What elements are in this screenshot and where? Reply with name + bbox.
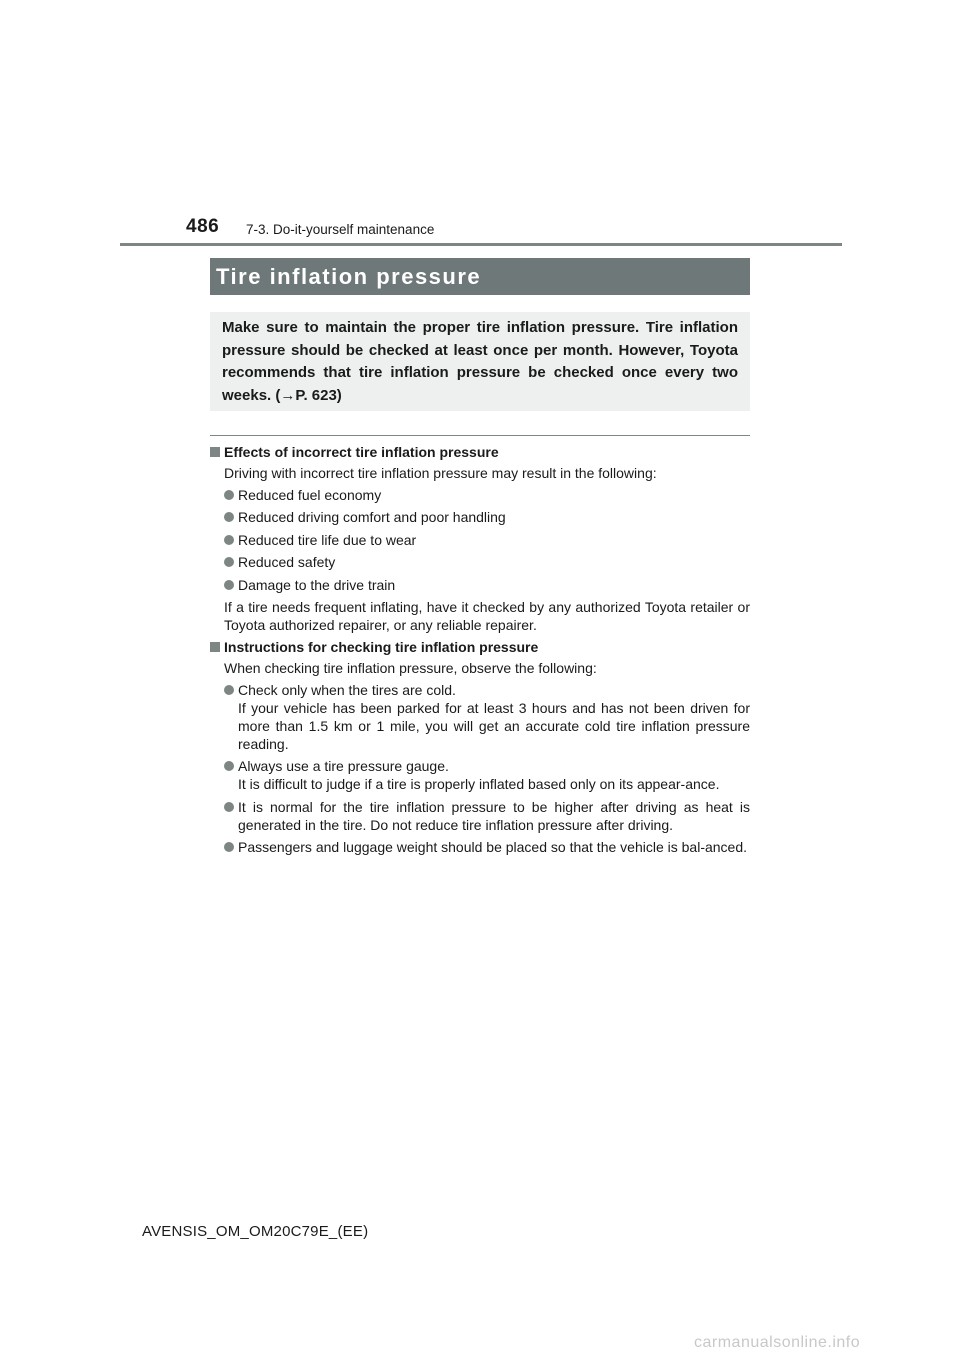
intro-box bbox=[210, 312, 750, 411]
paragraph: When checking tire inflation pressure, observe the following: bbox=[224, 659, 597, 676]
section-rule bbox=[210, 435, 750, 436]
intro-text: Make sure to maintain the proper tire inflation pressure. Tire inflation pressure should be checked at least once per month. However, Toyota recommends that tire inflation pressure be checked once every two weeks. (→P. 623) bbox=[222, 319, 738, 404]
list-item bbox=[210, 486, 750, 504]
page-number: 486 bbox=[186, 216, 220, 237]
content bbox=[210, 443, 750, 861]
list-item bbox=[210, 508, 750, 526]
paragraph: Driving with incorrect tire inflation pressure may result in the following: bbox=[224, 465, 657, 481]
list-item-text: Reduced tire life due to wear bbox=[238, 531, 417, 548]
list-item bbox=[210, 838, 750, 856]
paragraph: If a tire needs frequent inflating, have it checked by any authorized Toyota retailer or Toyota authorized repairer, or any reliable repairer. bbox=[224, 598, 750, 633]
watermark: carmanualsonline.info bbox=[694, 1334, 861, 1351]
list-item-text: Reduced driving comfort and poor handling bbox=[238, 509, 506, 526]
circle-bullet-icon bbox=[224, 512, 234, 522]
list-item bbox=[210, 553, 750, 571]
list-item bbox=[210, 681, 750, 753]
list-item bbox=[210, 798, 750, 834]
sub-heading-text: Instructions for checking tire inflation pressure bbox=[224, 638, 539, 655]
sub-heading-text: Effects of incorrect tire inflation pressure bbox=[224, 444, 499, 460]
circle-bullet-icon bbox=[224, 761, 234, 771]
list-item-text: It is normal for the tire inflation pressure to be higher after driving as heat is generated in the tire. Do not reduce tire inflation pressure after driving. bbox=[238, 798, 750, 833]
list-item-text: Passengers and luggage weight should be placed so that the vehicle is bal-anced. bbox=[238, 839, 748, 856]
section-label: 7-3. Do-it-yourself maintenance bbox=[246, 222, 435, 237]
list-item-text: Check only when the tires are cold. bbox=[238, 681, 456, 698]
list-item bbox=[210, 757, 750, 793]
list-item-detail: If your vehicle has been parked for at least 3 hours and has not been driven for more than 1.5 km or 1 mile, you will get an accurate cold tire inflation pressure reading. bbox=[238, 699, 750, 752]
list-item-text: Always use a tire pressure gauge. bbox=[238, 758, 449, 775]
circle-bullet-icon bbox=[224, 685, 234, 695]
page-title: Tire inflation pressure bbox=[216, 264, 482, 289]
circle-bullet-icon bbox=[224, 580, 234, 590]
list-item bbox=[210, 576, 750, 594]
footer-doc-id: AVENSIS_OM_OM20C79E_(EE) bbox=[142, 1223, 369, 1240]
circle-bullet-icon bbox=[224, 535, 234, 545]
square-bullet-icon bbox=[210, 447, 220, 457]
sub-heading-instructions bbox=[210, 638, 750, 656]
list-item-text: Reduced safety bbox=[238, 554, 336, 571]
list-item-text: Reduced fuel economy bbox=[238, 487, 382, 503]
list-item bbox=[210, 531, 750, 549]
header-rule bbox=[120, 243, 842, 246]
square-bullet-icon bbox=[210, 642, 220, 652]
title-bar bbox=[210, 258, 750, 295]
circle-bullet-icon bbox=[224, 802, 234, 812]
list-item-detail: It is difficult to judge if a tire is properly inflated based only on its appear-ance. bbox=[238, 776, 720, 793]
sub-heading-effects bbox=[210, 443, 750, 461]
circle-bullet-icon bbox=[224, 842, 234, 852]
list-item-text: Damage to the drive train bbox=[238, 576, 396, 593]
circle-bullet-icon bbox=[224, 557, 234, 567]
circle-bullet-icon bbox=[224, 490, 234, 500]
